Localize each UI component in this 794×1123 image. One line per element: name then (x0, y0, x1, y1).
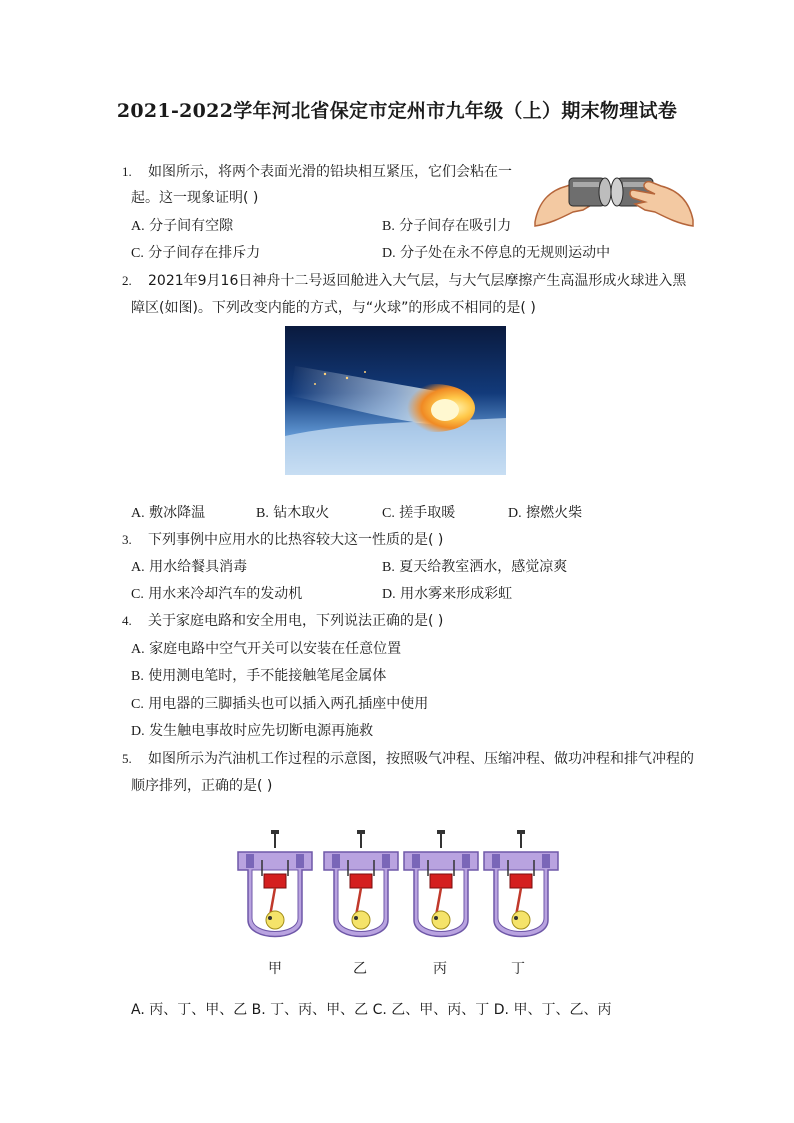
q5-line-2: 顺序排列，正确的是( ) (131, 778, 273, 794)
q1-number: 1. (122, 164, 132, 179)
q4-option-b[interactable]: B. 使用测电笔时，手不能接触笔尾金属体 (131, 668, 387, 684)
q3-option-b[interactable]: B. 夏天给教室洒水，感觉凉爽 (382, 559, 568, 575)
q2-number: 2. (122, 273, 132, 288)
q5-line-1: 5. 如图所示为汽油机工作过程的示意图，按照吸气冲程、压缩冲程、做功冲程和排气冲程的 (122, 751, 694, 767)
q4-option-c[interactable]: C. 用电器的三脚插头也可以插入两孔插座中使用 (131, 696, 429, 712)
engine-yi (324, 830, 398, 937)
engine-diagram (232, 830, 564, 956)
q1-line-2: 起。这一现象证明( ) (131, 190, 259, 206)
engine-label-ding: 丁 (511, 961, 525, 977)
q5-number: 5. (122, 751, 132, 766)
q2-option-d[interactable]: D. 擦燃火柴 (508, 505, 583, 521)
q3-line-1: 3. 下列事例中应用水的比热容较大这一性质的是( ) (122, 532, 444, 548)
q1-line-1: 1. 如图所示，将两个表面光滑的铅块相互紧压，它们会粘在一 (122, 164, 512, 180)
engine-bing (404, 830, 478, 937)
lead-blocks-figure (533, 160, 695, 232)
q3-number: 3. (122, 532, 132, 547)
q2-line-2: 障区(如图)。下列改变内能的方式，与“火球”的形成不相同的是( ) (131, 300, 536, 316)
engine-jia (238, 830, 312, 937)
q4-option-a[interactable]: A. 家庭电路中空气开关可以安装在任意位置 (131, 641, 402, 657)
q4-number: 4. (122, 613, 132, 628)
q2-option-c[interactable]: C. 搓手取暖 (382, 505, 456, 521)
q4-line-1: 4. 关于家庭电路和安全用电，下列说法正确的是( ) (122, 613, 444, 629)
q2-line-1: 2. 2021年9月16日神舟十二号返回舱进入大气层，与大气层摩擦产生高温形成火球进入黑 (122, 273, 687, 289)
q5-options[interactable]: A. 丙、丁、甲、乙 B. 丁、丙、甲、乙 C. 乙、甲、丙、丁 D. 甲、丁、乙、丙 (131, 1002, 612, 1018)
q1-option-d[interactable]: D. 分子处在永不停息的无规则运动中 (382, 245, 611, 261)
q1-option-c[interactable]: C. 分子间存在排斥力 (131, 245, 261, 261)
q3-option-a[interactable]: A. 用水给餐具消毒 (131, 559, 248, 575)
fireball-photo (285, 326, 506, 475)
q3-option-c[interactable]: C. 用水来冷却汽车的发动机 (131, 586, 303, 602)
q2-option-a[interactable]: A. 敷冰降温 (131, 505, 206, 521)
q2-option-b[interactable]: B. 钻木取火 (256, 505, 330, 521)
exam-title: 2021-2022学年河北省保定市定州市九年级（上）期末物理试卷 (116, 100, 678, 122)
q3-option-d[interactable]: D. 用水雾来形成彩虹 (382, 586, 513, 602)
engine-label-bing: 丙 (433, 961, 447, 977)
engine-label-yi: 乙 (353, 961, 367, 977)
engine-label-jia: 甲 (268, 961, 282, 977)
q1-option-a[interactable]: A. 分子间有空隙 (131, 218, 234, 234)
q1-option-b[interactable]: B. 分子间存在吸引力 (382, 218, 512, 234)
q4-option-d[interactable]: D. 发生触电事故时应先切断电源再施救 (131, 723, 374, 739)
engine-ding (484, 830, 558, 937)
